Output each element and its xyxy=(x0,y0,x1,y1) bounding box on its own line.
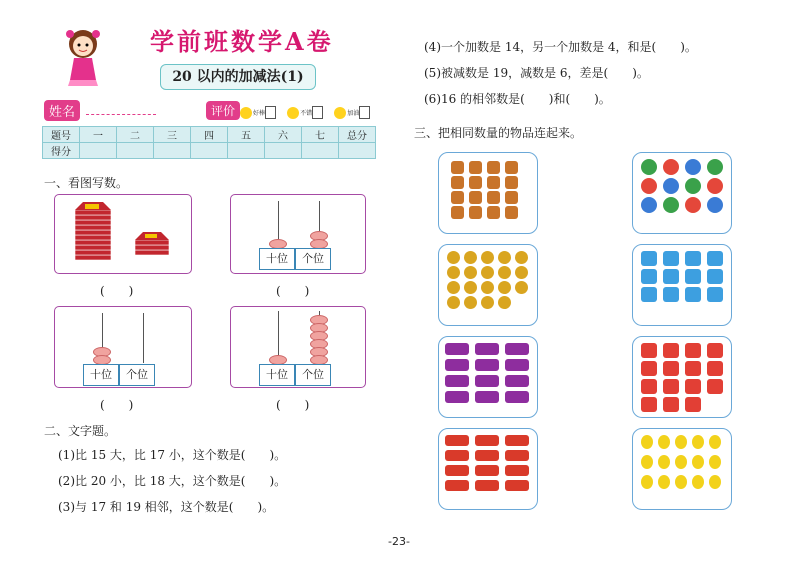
tambourine-icon xyxy=(498,266,511,279)
answer-blank[interactable]: ( ) xyxy=(100,398,134,412)
bear-icon xyxy=(505,191,518,204)
tambourine-icon xyxy=(515,281,528,294)
balloon-icon xyxy=(641,475,653,489)
girl-cartoon-icon xyxy=(58,22,108,92)
car-icon xyxy=(475,359,499,371)
answer-blank[interactable]: ( ) xyxy=(276,398,310,412)
car-icon xyxy=(505,375,529,387)
ones-place-label: 个位 xyxy=(119,364,155,386)
matching-box-balls[interactable] xyxy=(632,152,732,234)
cube-icon xyxy=(663,343,679,358)
car-icon xyxy=(445,375,469,387)
bear-icon xyxy=(487,161,500,174)
tambourine-icon xyxy=(515,251,528,264)
helicopter-icon xyxy=(505,480,529,491)
balloon-icon xyxy=(692,455,704,469)
cup-icon xyxy=(641,269,657,284)
cube-icon xyxy=(707,361,723,376)
tambourine-icon xyxy=(498,296,511,309)
helicopter-icon xyxy=(475,465,499,476)
bear-icon xyxy=(487,191,500,204)
balloon-icon xyxy=(675,475,687,489)
ball-icon xyxy=(707,159,723,175)
score-input[interactable] xyxy=(80,143,117,159)
question-5: (5)被减数是 19，减数是 6，差是( )。 xyxy=(424,66,649,80)
ball-icon xyxy=(707,178,723,194)
balloon-icon xyxy=(675,435,687,449)
page-subtitle: 20 以内的加减法(1) xyxy=(160,64,316,90)
cube-icon xyxy=(641,343,657,358)
table-row xyxy=(43,127,376,143)
cup-icon xyxy=(663,287,679,302)
table-cell: 得分 xyxy=(43,143,80,159)
tens-place-label: 十位 xyxy=(83,364,119,386)
rating-label: 好棒 xyxy=(253,110,266,117)
bear-icon xyxy=(469,206,482,219)
car-icon xyxy=(445,343,469,355)
helicopter-icon xyxy=(475,480,499,491)
smile-face-icon xyxy=(287,107,299,119)
tambourine-icon xyxy=(447,266,460,279)
name-field[interactable] xyxy=(86,114,156,115)
car-icon xyxy=(475,343,499,355)
helicopter-icon xyxy=(445,480,469,491)
ball-icon xyxy=(685,197,701,213)
score-input[interactable] xyxy=(339,143,376,159)
bear-icon xyxy=(451,206,464,219)
ones-place-label: 个位 xyxy=(295,364,331,386)
question-1: (1)比 15 大，比 17 小，这个数是( )。 xyxy=(58,448,287,462)
question-6: (6)16 的相邻数是( )和( )。 xyxy=(424,92,611,106)
helicopter-icon xyxy=(445,465,469,476)
tambourine-icon xyxy=(481,281,494,294)
tens-place-label: 十位 xyxy=(259,248,295,270)
rating-checkbox[interactable] xyxy=(312,106,323,119)
balloon-icon xyxy=(641,435,653,449)
cube-icon xyxy=(707,379,723,394)
cup-icon xyxy=(685,269,701,284)
smile-face-icon xyxy=(334,107,346,119)
car-icon xyxy=(475,391,499,403)
helicopter-icon xyxy=(445,435,469,446)
cup-icon xyxy=(707,269,723,284)
ball-icon xyxy=(641,178,657,194)
picture-box-books xyxy=(54,194,192,274)
score-input[interactable] xyxy=(265,143,302,159)
bear-icon xyxy=(505,161,518,174)
cube-icon xyxy=(663,397,679,412)
table-cell: 五 xyxy=(228,127,265,143)
question-4: (4)一个加数是 14，另一个加数是 4，和是( )。 xyxy=(424,40,697,54)
balloon-icon xyxy=(692,435,704,449)
cup-icon xyxy=(641,251,657,266)
matching-box-helicopters[interactable] xyxy=(438,428,538,510)
table-cell: 题号 xyxy=(43,127,80,143)
balloon-icon xyxy=(658,435,670,449)
cup-icon xyxy=(641,287,657,302)
bear-icon xyxy=(451,161,464,174)
page-number: -23- xyxy=(388,535,410,548)
cube-icon xyxy=(641,397,657,412)
rating-checkbox[interactable] xyxy=(359,106,370,119)
table-row xyxy=(43,143,376,159)
balloon-icon xyxy=(709,435,721,449)
score-input[interactable] xyxy=(117,143,154,159)
matching-box-cubes[interactable] xyxy=(632,336,732,418)
balloon-icon xyxy=(658,475,670,489)
cube-icon xyxy=(685,361,701,376)
name-label: 姓名 xyxy=(44,100,80,121)
cup-icon xyxy=(685,287,701,302)
table-cell: 二 xyxy=(117,127,154,143)
cube-icon xyxy=(663,379,679,394)
car-icon xyxy=(445,391,469,403)
car-icon xyxy=(505,343,529,355)
section-1-title: 一、看图写数。 xyxy=(44,176,129,190)
matching-box-balloons[interactable] xyxy=(632,428,732,510)
section-2-title: 二、文字题。 xyxy=(44,424,117,438)
table-cell: 总分 xyxy=(339,127,376,143)
score-input[interactable] xyxy=(191,143,228,159)
question-2: (2)比 20 小，比 18 大，这个数是( )。 xyxy=(58,474,287,488)
score-input[interactable] xyxy=(154,143,191,159)
balloon-icon xyxy=(641,455,653,469)
smile-face-icon xyxy=(240,107,252,119)
ball-icon xyxy=(685,178,701,194)
cup-icon xyxy=(663,269,679,284)
tambourine-icon xyxy=(481,296,494,309)
ball-icon xyxy=(707,197,723,213)
balloon-icon xyxy=(709,455,721,469)
cup-icon xyxy=(707,287,723,302)
book-stack-icon xyxy=(55,195,191,273)
helicopter-icon xyxy=(505,450,529,461)
tambourine-icon xyxy=(447,251,460,264)
car-icon xyxy=(505,359,529,371)
bear-icon xyxy=(451,176,464,189)
cube-icon xyxy=(685,343,701,358)
ball-icon xyxy=(685,159,701,175)
question-3: (3)与 17 和 19 相邻，这个数是( )。 xyxy=(58,500,275,514)
helicopter-icon xyxy=(445,450,469,461)
bear-icon xyxy=(505,206,518,219)
car-icon xyxy=(445,359,469,371)
ones-place-label: 个位 xyxy=(295,248,331,270)
ball-icon xyxy=(663,159,679,175)
rating-options xyxy=(240,102,376,121)
tambourine-icon xyxy=(464,296,477,309)
cube-icon xyxy=(707,343,723,358)
matching-box-bears[interactable] xyxy=(438,152,538,234)
tambourine-icon xyxy=(481,266,494,279)
tambourine-icon xyxy=(447,296,460,309)
answer-blank[interactable]: ( ) xyxy=(100,284,134,298)
bear-icon xyxy=(469,161,482,174)
score-input[interactable] xyxy=(228,143,265,159)
car-icon xyxy=(475,375,499,387)
rating-label: 加油 xyxy=(347,110,360,117)
tambourine-icon xyxy=(464,281,477,294)
cube-icon xyxy=(641,361,657,376)
cup-icon xyxy=(707,251,723,266)
balloon-icon xyxy=(675,455,687,469)
matching-box-cups[interactable] xyxy=(632,244,732,326)
bear-icon xyxy=(469,191,482,204)
page-title: 学前班数学A卷 xyxy=(150,27,334,56)
table-cell: 六 xyxy=(265,127,302,143)
helicopter-icon xyxy=(475,450,499,461)
bear-icon xyxy=(469,176,482,189)
abacus-box xyxy=(54,306,192,388)
ball-icon xyxy=(663,178,679,194)
ball-icon xyxy=(641,159,657,175)
cube-icon xyxy=(685,397,701,412)
tambourine-icon xyxy=(481,251,494,264)
cube-icon xyxy=(641,379,657,394)
matching-box-cars[interactable] xyxy=(438,336,538,418)
evaluation-label: 评价 xyxy=(206,101,240,120)
balloon-icon xyxy=(692,475,704,489)
helicopter-icon xyxy=(475,435,499,446)
table-cell: 四 xyxy=(191,127,228,143)
table-cell: 七 xyxy=(302,127,339,143)
score-input[interactable] xyxy=(302,143,339,159)
tens-place-label: 十位 xyxy=(259,364,295,386)
cube-icon xyxy=(663,361,679,376)
ball-icon xyxy=(641,197,657,213)
bear-icon xyxy=(505,176,518,189)
bear-icon xyxy=(487,176,500,189)
matching-box-tambourines[interactable] xyxy=(438,244,538,326)
balloon-icon xyxy=(658,455,670,469)
helicopter-icon xyxy=(505,465,529,476)
abacus-box xyxy=(230,194,366,274)
table-cell: 一 xyxy=(80,127,117,143)
cube-icon xyxy=(685,379,701,394)
ball-icon xyxy=(663,197,679,213)
tambourine-icon xyxy=(447,281,460,294)
table-cell: 三 xyxy=(154,127,191,143)
helicopter-icon xyxy=(505,435,529,446)
cup-icon xyxy=(663,251,679,266)
tambourine-icon xyxy=(464,266,477,279)
tambourine-icon xyxy=(498,251,511,264)
rating-checkbox[interactable] xyxy=(265,106,276,119)
rating-label: 不错 xyxy=(300,110,313,117)
answer-blank[interactable]: ( ) xyxy=(276,284,310,298)
bear-icon xyxy=(451,191,464,204)
bear-icon xyxy=(487,206,500,219)
score-table xyxy=(42,126,376,159)
car-icon xyxy=(505,391,529,403)
tambourine-icon xyxy=(515,266,528,279)
section-3-title: 三、把相同数量的物品连起来。 xyxy=(414,126,583,140)
abacus-box xyxy=(230,306,366,388)
balloon-icon xyxy=(709,475,721,489)
tambourine-icon xyxy=(498,281,511,294)
tambourine-icon xyxy=(464,251,477,264)
cup-icon xyxy=(685,251,701,266)
